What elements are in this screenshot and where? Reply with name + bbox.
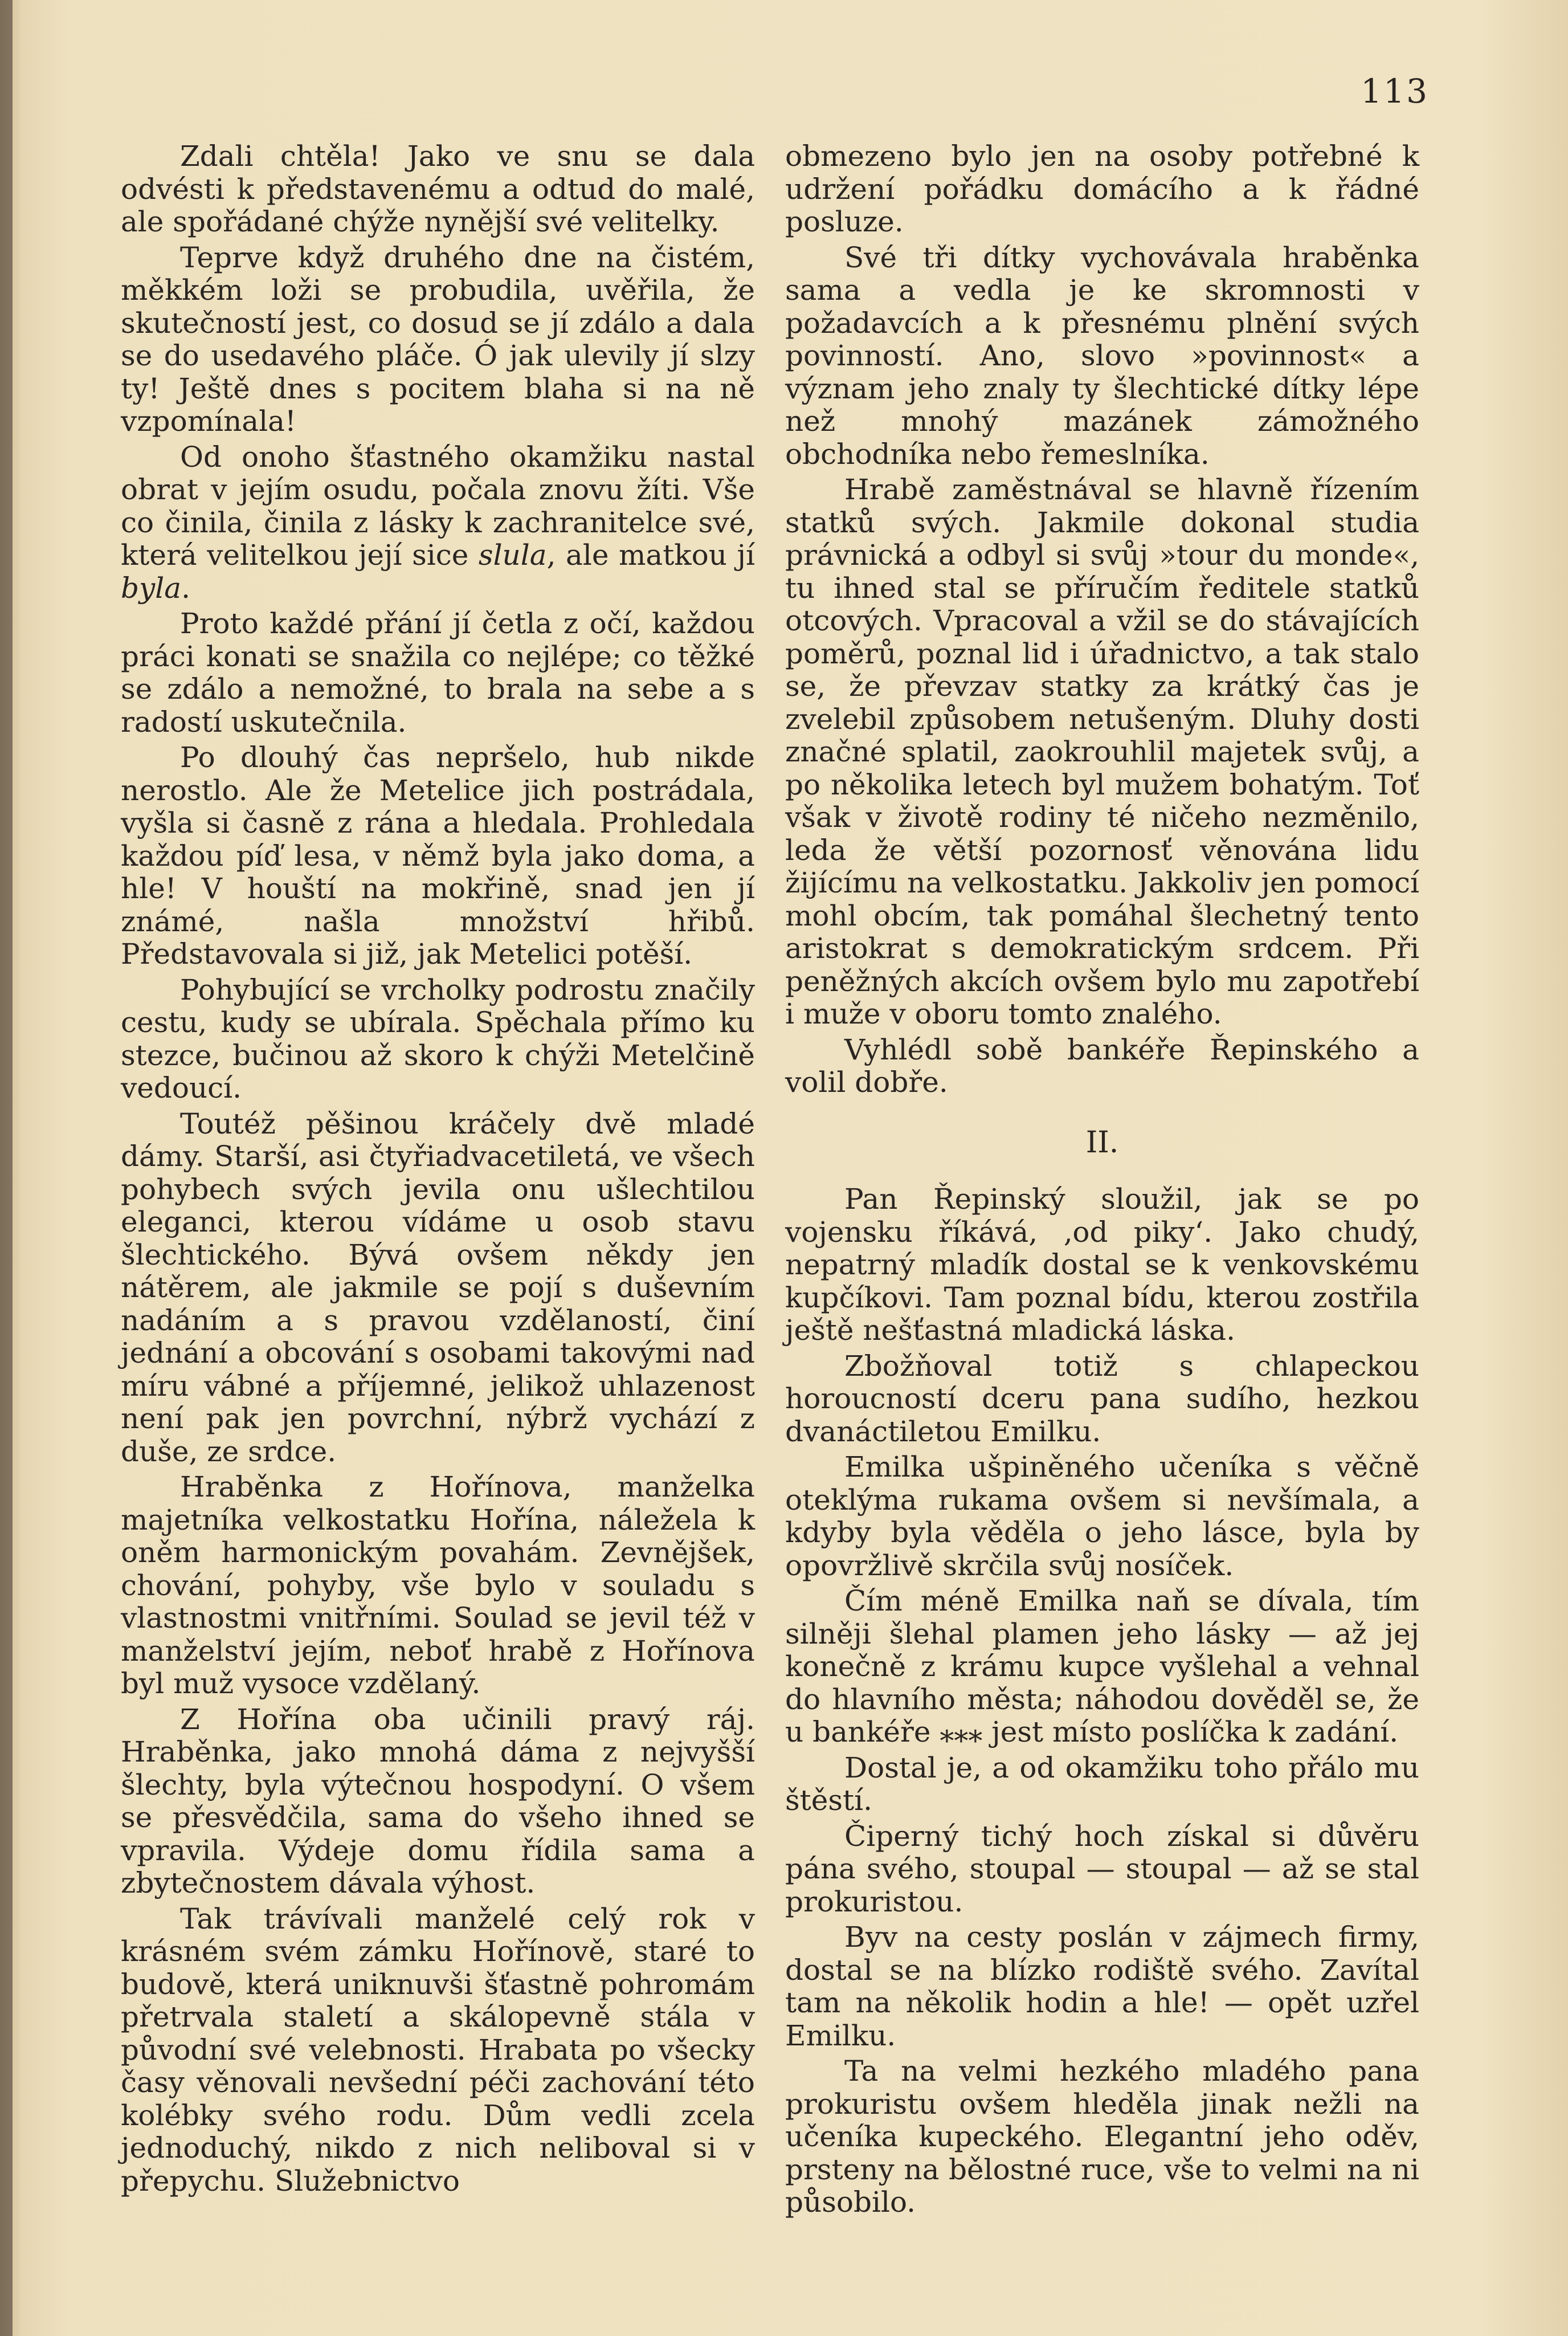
paragraph-text: , ale matkou jí: [546, 539, 755, 572]
paragraph: Toutéž pěšinou kráčely dvě mladé dámy. Starší, asi čtyřiadvacetiletá, ve všech pohybech svých jevila onu ušlechtilou eleganci, kterou vídáme u osob stavu šlechtického. Bývá ovšem někdy jen nátěrem, ale jakmile se pojí s duševním nadáním a s pravou vzdělaností, činí jednání a obcování s osobami takovými nad míru vábné a příjemné, jelikož uhlazenost není pak jen povrchní, nýbrž vychází z duše, ze srdce.: [121, 1107, 755, 1468]
paragraph: Z Hořína oba učinili pravý ráj. Hraběnka, jako mnohá dáma z nejvyšší šlechty, byla výtečnou hospodyní. O všem se přesvědčila, sama do všeho ihned se vpravila. Výdeje domu řídila sama a zbytečnostem dávala výhost.: [121, 1702, 755, 1899]
italic-word: slula: [478, 539, 547, 572]
paragraph: Byv na cesty poslán v zájmech firmy, dostal se na blízko rodiště svého. Zavítal tam na několik hodin a hle! — opět uzřel Emilku.: [785, 1921, 1419, 2052]
left-column: [121, 140, 755, 2200]
page-number: 113: [1361, 72, 1429, 111]
paragraph: Hrabě zaměstnával se hlavně řízením statků svých. Jakmile dokonal studia právnická a odbyl si svůj »tour du monde«, tu ihned stal se příručím ředitele statků otcových. Vpracoval a vžil se do stávajících poměrů, poznal lid i úřadnictvo, a tak stalo se, že převzav statky za krátký čas je zvelebil způsobem netušeným. Dluhy dosti značné splatil, zaokrouhlil majetek svůj, a po několika letech byl mužem bohatým. Toť však v životě rodiny té ničeho nezměnilo, leda že větší pozornosť věnována lidu žijícímu na velkostatku. Jakkoliv jen pomocí mohl obcím, tak pomáhal šlechetný tento aristokrat s demokratickým srdcem. Při peněžných akcích ovšem bylo mu zapotřebí i muže v oboru tomto znalého.: [785, 473, 1419, 1030]
paragraph: Vyhlédl sobě bankéře Řepinského a volil dobře.: [785, 1033, 1419, 1099]
page-binding-shadow: [0, 0, 13, 2336]
paragraph: [121, 441, 755, 605]
paragraph: Tak trávívali manželé celý rok v krásném svém zámku Hořínově, staré to budově, která uniknuvši šťastně pohromám přetrvala staletí a skálopevně stála v původní své velebnosti. Hrabata po všecky časy věnovali nevšední péči zachování této kolébky svého rodu. Dům vedli zcela jednoduchý, nikdo z nich neliboval si v přepychu. Služebnictvo: [121, 1902, 755, 2198]
paragraph-text: .: [181, 571, 190, 605]
paragraph: Pohybující se vrcholky podrostu značily cestu, kudy se ubírala. Spěchala přímo ku stezce, bučinou až skoro k chýži Metelčině vedoucí.: [121, 973, 755, 1104]
paragraph: Čiperný tichý hoch získal si důvěru pána svého, stoupal — stoupal — až se stal prokuristou.: [785, 1819, 1419, 1918]
paragraph: Své tři dítky vychovávala hraběnka sama a vedla je ke skromnosti v požadavcích a k přesnému plnění svých povinností. Ano, slovo »povinnost« a význam jeho znaly ty šlechtické dítky lépe než mnohý mazánek zámožného obchodníka nebo řemeslníka.: [785, 240, 1419, 471]
paragraph: Proto každé přání jí četla z očí, každou práci konati se snažila co nejlépe; co těžké se zdálo a nemožné, to brala na sebe a s radostí uskutečnila.: [121, 607, 755, 739]
section-heading: II.: [1085, 1125, 1119, 1160]
paragraph: Zbožňoval totiž s chlapeckou horoucností dceru pana sudího, hezkou dvanáctiletou Emilku.: [785, 1349, 1419, 1448]
paragraph: Pan Řepinský sloužil, jak se po vojensku říkává, ‚od piky‘. Jako chudý, nepatrný mladík dostal se k venkovskému kupčíkovi. Tam poznal bídu, kterou zostřila ještě nešťastná mladická láska.: [785, 1183, 1419, 1347]
paragraph: Hraběnka z Hořínova, manželka majetníka velkostatku Hořína, náležela k oněm harmonickým povahám. Zevnějšek, chování, pohyby, vše bylo v souladu s vlastnostmi vnitřními. Soulad se jevil též v manželství jejím, neboť hrabě z Hořínova byl muž vysoce vzdělaný.: [121, 1470, 755, 1700]
paragraph-continuation: obmezeno bylo jen na osoby potřebné k udržení pořádku domácího a k řádné posluze.: [785, 140, 1419, 238]
right-column: [785, 140, 1419, 2222]
italic-word: byla: [121, 571, 182, 605]
paragraph-text: Od onoho šťastného okamžiku nastal obrat v jejím osudu, počala znovu žíti. Vše co činila, činila z lásky k zachranitelce své, která velitelkou její sice: [121, 440, 755, 572]
paragraph: Dostal je, a od okamžiku toho přálo mu štěstí.: [785, 1751, 1419, 1817]
paragraph: Zdali chtěla! Jako ve snu se dala odvésti k představenému a odtud do malé, ale spořádané chýže nynější své velitelky.: [121, 140, 755, 238]
paragraph: Čím méně Emilka naň se dívala, tím silněji šlehal plamen jeho lásky — až jej konečně z krámu kupce vyšlehal a vehnal do hlavního města; náhodou dověděl se, že u bankéře ⁎⁎⁎ jest místo poslíčka k zadání.: [785, 1584, 1419, 1748]
paragraph: Ta na velmi hezkého mladého pana prokuristu ovšem hleděla jinak nežli na učeníka kupeckého. Elegantní jeho oděv, prsteny na bělostné ruce, vše to velmi na ni působilo.: [785, 2054, 1419, 2219]
paragraph: Emilka ušpiněného učeníka s věčně oteklýma rukama ovšem si nevšímala, a kdyby byla věděla o jeho lásce, byla by opovržlivě skrčila svůj nosíček.: [785, 1450, 1419, 1582]
paragraph: Teprve když druhého dne na čistém, měkkém loži se probudila, uvěřila, že skutečností jest, co dosud se jí zdálo a dala se do usedavého pláče. Ó jak ulevily jí slzy ty! Ještě dnes s pocitem blaha si na ně vzpomínala!: [121, 240, 755, 438]
paragraph: Po dlouhý čas nepršelo, hub nikde nerostlo. Ale že Metelice jich postrádala, vyšla si časně z rána a hledala. Prohledala každou píď lesa, v němž byla jako doma, a hle! V houští na mokřině, snad jen jí známé, našla množství hřibů. Představovala si již, jak Metelici potěší.: [121, 741, 755, 971]
